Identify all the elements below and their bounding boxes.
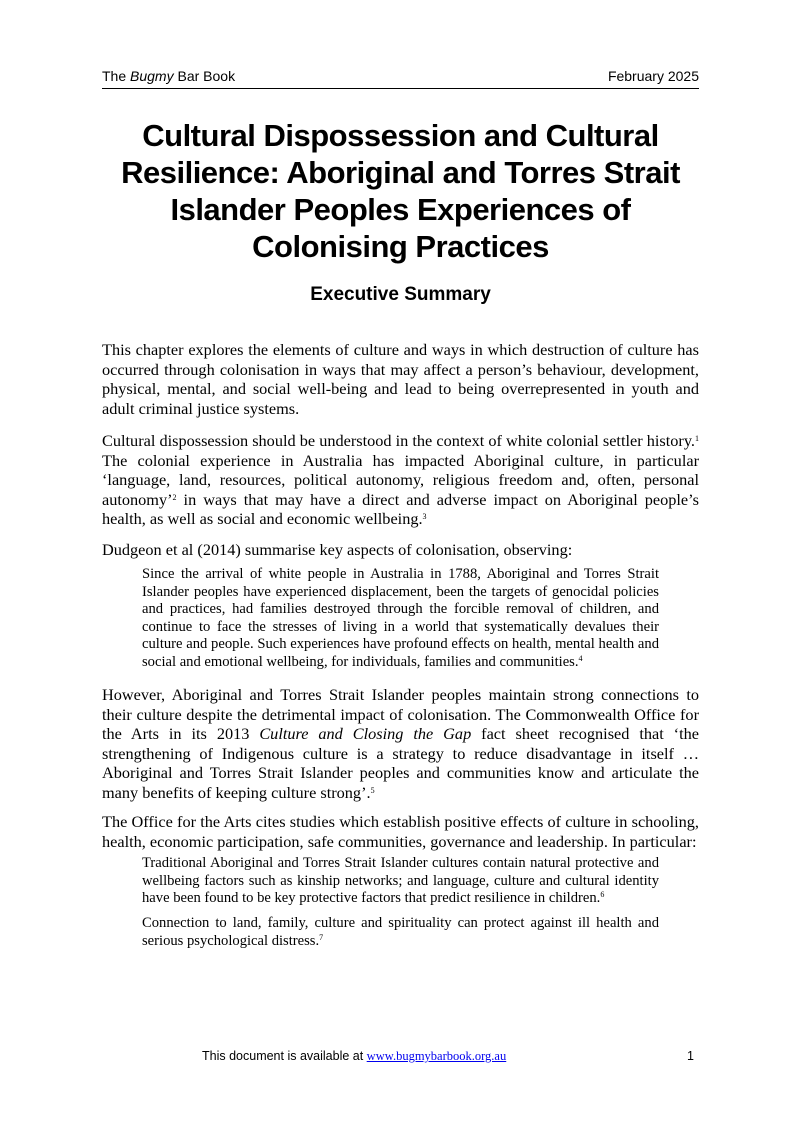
footer-availability: This document is available at www.bugmybarbook.org.au xyxy=(202,1049,507,1063)
footnote-ref-3[interactable]: 3 xyxy=(422,512,427,521)
footer-link[interactable]: www.bugmybarbook.org.au xyxy=(366,1049,507,1063)
page-footer xyxy=(102,1049,699,1067)
paragraph-2: Cultural dispossession should be understood in the context of white colonial settler history.$^1$ The colonial experience in Australia has impacted Aboriginal culture, in particular ‘language, land, resources, political autonomy, religious freedom and, often, personal autonomy’$^2$ in ways that may have a direct and adverse impact on Aboriginal people’s health, as well as social and economic wellbeing.$^3$ xyxy=(102,431,699,528)
paragraph-4: However, Aboriginal and Torres Strait Islander peoples maintain strong connections to their culture despite the detrimental impact of colonisation. The Commonwealth Office for the Arts in its 2013 Culture and Closing the Gap fact sheet recognised that ‘the strengthening of Indigenous culture is a strategy to reduce disadvantage in itself … Aboriginal and Torres Strait Islander peoples and communities know and articulate the many benefits of keeping culture strong’.$^5$ xyxy=(102,685,699,802)
footnote-ref-6[interactable]: 6 xyxy=(600,890,605,900)
footnote-ref-2[interactable]: 2 xyxy=(172,492,177,502)
page-subtitle: Executive Summary xyxy=(310,284,491,305)
paragraph-5: The Office for the Arts cites studies which establish positive effects of culture in schooling, health, economic participation, safe communities, governance and leadership. In particular: xyxy=(102,812,699,851)
block-quote-1: Since the arrival of white people in Australia in 1788, Aboriginal and Torres Strait Islander peoples have experienced displacement, been the targets of genocidal policies and practices, had families destroyed through the forcible removal of children, and continue to face the stresses of living in a world that systematically devalues their culture and people. Such experiences have profound effects on health, mental health and social and emotional wellbeing, for individuals, families and communities.$^4$ xyxy=(142,566,659,670)
header-date: February 2025 xyxy=(607,68,699,84)
footnote-ref-1[interactable]: 1 xyxy=(695,434,699,443)
page-title: Cultural Dispossession and Cultural Resilience: Aboriginal and Torres Strait Islander Peoples Experiences of Colonising Practices xyxy=(121,118,680,264)
page-number: 1 xyxy=(687,1049,694,1063)
block-quote-3: Connection to land, family, culture and spirituality can protect against ill health and serious psychological distress.$^7$ xyxy=(142,915,659,949)
page-header xyxy=(102,68,699,89)
footnote-ref-7[interactable]: 7 xyxy=(319,932,324,942)
footnote-ref-4[interactable]: 4 xyxy=(578,653,583,663)
header-book-title: The Bugmy Bar Book xyxy=(102,68,236,84)
paragraph-1: This chapter explores the elements of culture and ways in which destruction of culture has occurred through colonisation in ways that may affect a person’s behaviour, development, physical, mental, and social well-being and lead to being overrepresented in youth and adult criminal justice systems. xyxy=(102,340,699,418)
paragraph-3: Dudgeon et al (2014) summarise key aspects of colonisation, observing: xyxy=(102,540,573,559)
footnote-ref-5[interactable]: 5 xyxy=(370,785,375,795)
block-quote-2: Traditional Aboriginal and Torres Strait Islander cultures contain natural protective and wellbeing factors such as kinship networks; and language, culture and cultural identity have been found to be key protective factors that predict resilience in children.$^6$ xyxy=(142,855,659,907)
